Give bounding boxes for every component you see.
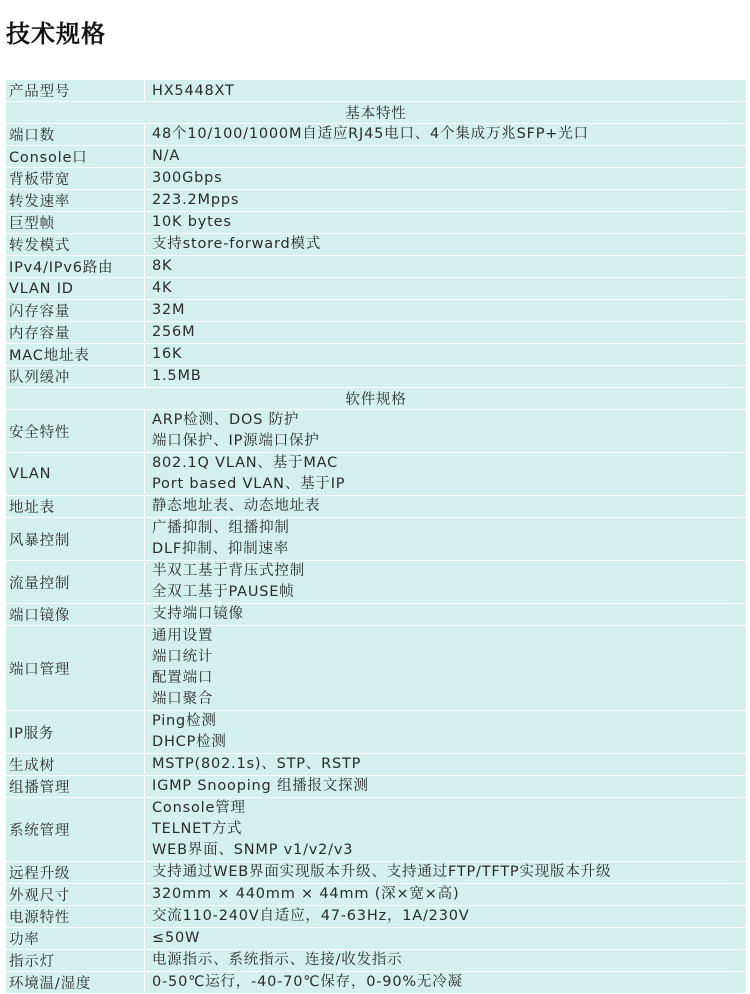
row-value <box>145 754 747 776</box>
row-value-line: Port based VLAN、基于IP <box>152 476 346 492</box>
table-row <box>6 124 747 146</box>
row-label: 闪存容量 <box>6 300 145 322</box>
table-row <box>6 190 747 212</box>
row-label: 生成树 <box>6 754 145 776</box>
row-label: 风暴控制 <box>6 518 145 561</box>
row-label: 背板带宽 <box>6 168 145 190</box>
table-row <box>6 212 747 234</box>
row-value <box>145 410 747 453</box>
row-value-line: 支持通过WEB界面实现版本升级、支持通过FTP/TFTP实现版本升级 <box>152 864 612 880</box>
table-row <box>6 453 747 496</box>
row-value <box>145 344 747 366</box>
table-row <box>6 344 747 366</box>
row-label: 产品型号 <box>6 80 145 102</box>
table-row <box>6 234 747 256</box>
row-value-line: 4K <box>152 280 173 296</box>
row-value-line: 0-50℃运行，-40-70℃保存，0-90%无冷凝 <box>152 974 463 990</box>
row-value-line: 端口统计 <box>152 649 214 665</box>
row-value-line: 256M <box>152 324 196 340</box>
row-value-line: TELNET方式 <box>152 821 243 837</box>
row-value-line: 通用设置 <box>152 628 214 644</box>
row-value <box>145 884 747 906</box>
row-value-line: Console管理 <box>152 800 246 816</box>
row-label: IPv4/IPv6路由 <box>6 256 145 278</box>
row-value <box>145 212 747 234</box>
row-value <box>145 168 747 190</box>
row-value <box>145 278 747 300</box>
row-label: 内存容量 <box>6 322 145 344</box>
row-value <box>145 366 747 388</box>
row-value-line: 全双工基于PAUSE帧 <box>152 584 295 600</box>
row-label: 安全特性 <box>6 410 145 453</box>
row-value-line: 16K <box>152 346 183 362</box>
table-row <box>6 928 747 950</box>
table-row <box>6 518 747 561</box>
row-value <box>145 798 747 862</box>
row-label: 端口镜像 <box>6 604 145 626</box>
row-label: 环境温/湿度 <box>6 972 145 994</box>
row-value-line: DHCP检测 <box>152 734 227 750</box>
row-label: Console口 <box>6 146 145 168</box>
table-row <box>6 798 747 862</box>
table-row <box>6 906 747 928</box>
row-value-line: 半双工基于背压式控制 <box>152 563 305 579</box>
table-row <box>6 776 747 798</box>
row-value <box>145 626 747 711</box>
row-label: 功率 <box>6 928 145 950</box>
row-value-line: 支持store-forward模式 <box>152 236 322 252</box>
table-row-model <box>6 80 747 102</box>
table-row <box>6 862 747 884</box>
row-value <box>145 322 747 344</box>
row-value-line: 10K bytes <box>152 214 232 230</box>
row-value-line: IGMP Snooping 组播报文探测 <box>152 778 369 794</box>
row-value-line: 223.2Mpps <box>152 192 240 208</box>
row-value <box>145 862 747 884</box>
row-value-line: 电源指示、系统指示、连接/收发指示 <box>152 952 403 968</box>
table-row <box>6 626 747 711</box>
row-value-line: 交流110-240V自适应，47-63Hz，1A/230V <box>152 908 470 924</box>
row-label: 转发速率 <box>6 190 145 212</box>
table-row <box>6 711 747 754</box>
row-value <box>145 972 747 994</box>
row-value <box>145 190 747 212</box>
row-value-line: MSTP(802.1s)、STP、RSTP <box>152 756 362 772</box>
section-header-row <box>6 102 747 124</box>
row-label: 地址表 <box>6 496 145 518</box>
row-label: 组播管理 <box>6 776 145 798</box>
row-label: 端口数 <box>6 124 145 146</box>
row-value-line: 支持端口镜像 <box>152 606 244 622</box>
row-value-line: DLF抑制、抑制速率 <box>152 541 290 557</box>
row-value-line: 1.5MB <box>152 368 202 384</box>
table-row <box>6 300 747 322</box>
section-title: 软件规格 <box>6 388 747 410</box>
row-label: 队列缓冲 <box>6 366 145 388</box>
row-label: 系统管理 <box>6 798 145 862</box>
table-row <box>6 366 747 388</box>
row-value-line: 端口保护、IP源端口保护 <box>152 433 320 449</box>
row-value <box>145 906 747 928</box>
row-value <box>145 950 747 972</box>
row-value <box>145 776 747 798</box>
row-value <box>145 604 747 626</box>
row-value-line: Ping检测 <box>152 713 217 729</box>
table-row <box>6 884 747 906</box>
row-value-line: 配置端口 <box>152 670 214 686</box>
table-row <box>6 950 747 972</box>
row-label: 外观尺寸 <box>6 884 145 906</box>
table-row <box>6 168 747 190</box>
row-value-line: 8K <box>152 258 173 274</box>
row-label: MAC地址表 <box>6 344 145 366</box>
row-value-line: 300Gbps <box>152 170 223 186</box>
row-value-line: ARP检测、DOS 防护 <box>152 412 300 428</box>
table-row <box>6 322 747 344</box>
row-value <box>145 256 747 278</box>
row-value <box>145 146 747 168</box>
table-row <box>6 972 747 994</box>
row-value-line: 802.1Q VLAN、基于MAC <box>152 455 339 471</box>
row-label: 流量控制 <box>6 561 145 604</box>
table-row <box>6 146 747 168</box>
page-title: 技术规格 <box>6 20 106 48</box>
row-value <box>145 124 747 146</box>
spec-table-body <box>6 80 747 994</box>
table-row <box>6 278 747 300</box>
row-label: 电源特性 <box>6 906 145 928</box>
spec-table <box>5 79 747 994</box>
row-value <box>145 234 747 256</box>
table-row <box>6 256 747 278</box>
row-value-line: 端口聚合 <box>152 691 214 707</box>
table-row <box>6 561 747 604</box>
row-value-line: 32M <box>152 302 186 318</box>
section-title: 基本特性 <box>6 102 747 124</box>
row-value <box>145 300 747 322</box>
row-value <box>145 711 747 754</box>
section-header-row <box>6 388 747 410</box>
row-label: VLAN ID <box>6 278 145 300</box>
row-label: VLAN <box>6 453 145 496</box>
table-row <box>6 604 747 626</box>
row-label: 巨型帧 <box>6 212 145 234</box>
row-value-line: 广播抑制、组播抑制 <box>152 520 290 536</box>
row-value-line: ≤50W <box>152 930 201 946</box>
table-row <box>6 754 747 776</box>
row-value-line: WEB界面、SNMP v1/v2/v3 <box>152 842 354 858</box>
row-value <box>145 453 747 496</box>
row-value <box>145 561 747 604</box>
row-label: 端口管理 <box>6 626 145 711</box>
row-value <box>145 928 747 950</box>
table-row <box>6 496 747 518</box>
row-value: HX5448XT <box>145 80 747 102</box>
row-label: 远程升级 <box>6 862 145 884</box>
row-value <box>145 496 747 518</box>
row-value-line: N/A <box>152 148 181 164</box>
table-row <box>6 410 747 453</box>
row-label: IP服务 <box>6 711 145 754</box>
row-value <box>145 518 747 561</box>
row-label: 指示灯 <box>6 950 145 972</box>
row-value-line: 静态地址表、动态地址表 <box>152 498 321 514</box>
row-value-line: 48个10/100/1000M自适应RJ45电口、4个集成万兆SFP+光口 <box>152 126 589 142</box>
row-value-line: 320mm × 440mm × 44mm (深×宽×高) <box>152 886 460 902</box>
row-label: 转发模式 <box>6 234 145 256</box>
